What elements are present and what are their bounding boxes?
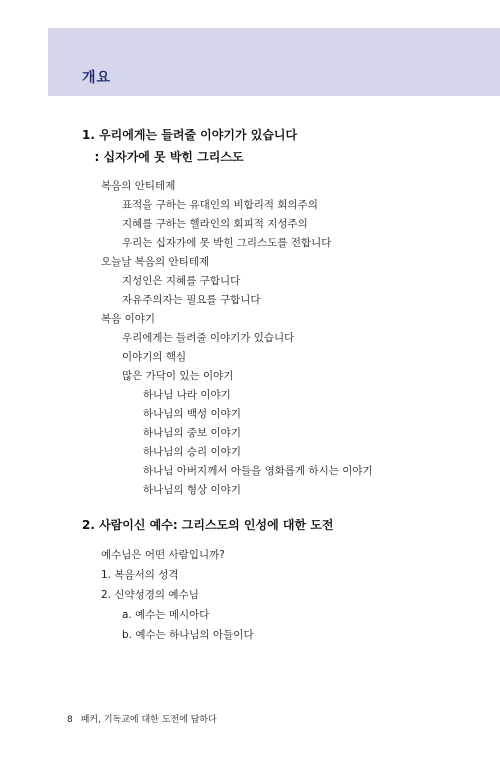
page-footer <box>67 712 217 725</box>
outline-item: 이야기의 핵심 <box>122 351 187 363</box>
outline-item: 하나님 아버지께서 아들을 영화롭게 하시는 이야기 <box>143 465 373 477</box>
outline-item: 하나님의 중보 이야기 <box>143 427 241 439</box>
header-band <box>48 28 500 96</box>
outline-item: 지성인은 지혜를 구합니다 <box>122 275 241 287</box>
section-1-subtitle: : 십자가에 못 박힌 그리스도 <box>82 150 244 164</box>
outline-item: 1. 복음서의 성격 <box>101 569 179 581</box>
outline-item: 하나님의 형상 이야기 <box>143 484 241 496</box>
outline-item: a. 예수는 메시아다 <box>122 609 210 621</box>
running-title: 패커, 기독교에 대한 도전에 답하다 <box>80 715 217 725</box>
outline-item: 복음의 안티테제 <box>101 180 176 192</box>
outline-item: 하나님의 백성 이야기 <box>143 408 241 420</box>
section-1-title: 1. 우리에게는 들려줄 이야기가 있습니다 <box>82 128 298 142</box>
section-2-title: 2. 사람이신 예수: 그리스도의 인성에 대한 도전 <box>82 518 334 532</box>
outline-item: 하나님 나라 이야기 <box>143 389 231 401</box>
page-title: 개요 <box>82 70 112 86</box>
outline-item: 오늘날 복음의 안티테제 <box>101 256 210 268</box>
outline-item: 지혜를 구하는 헬라인의 회피적 지성주의 <box>122 218 308 230</box>
outline-item: 우리에게는 들려줄 이야기가 있습니다 <box>122 332 295 344</box>
page-number: 8 <box>67 715 73 725</box>
outline-item: 자유주의자는 필요를 구합니다 <box>122 294 261 306</box>
outline-item: b. 예수는 하나님의 아들이다 <box>122 629 254 641</box>
outline-item: 2. 신약성경의 예수님 <box>101 589 199 601</box>
outline-item: 하나님의 승리 이야기 <box>143 446 241 458</box>
outline-item: 예수님은 어떤 사람입니까? <box>101 549 225 561</box>
outline-item: 우리는 십자가에 못 박힌 그리스도를 전합니다 <box>122 237 332 249</box>
outline-item: 복음 이야기 <box>101 313 156 325</box>
outline-item: 표적을 구하는 유대인의 비합리적 회의주의 <box>122 199 318 211</box>
outline-item: 많은 가닥이 있는 이야기 <box>122 370 234 382</box>
